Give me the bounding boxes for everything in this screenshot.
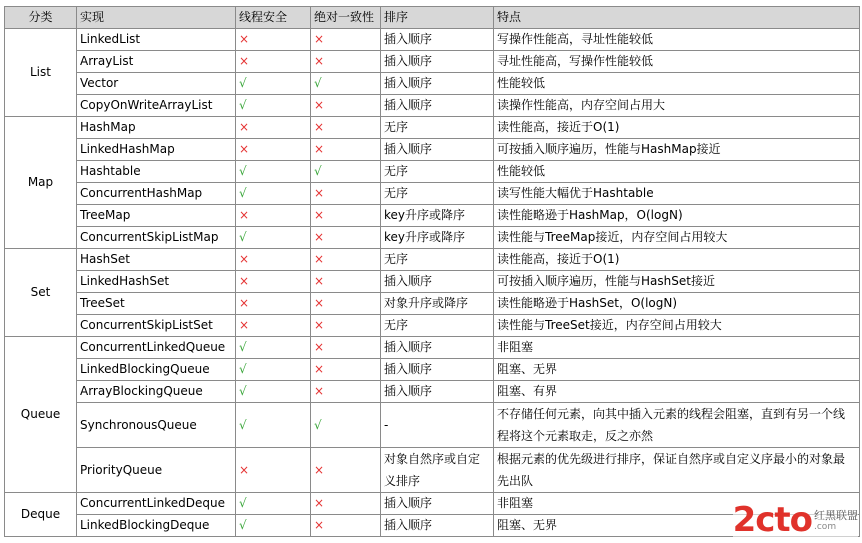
table-body: [5, 29, 860, 540]
implementation-cell: ArrayList: [77, 51, 236, 73]
implementation-cell: ArrayBlockingQueue: [77, 381, 236, 403]
thread-safe-cell: √: [236, 403, 311, 448]
thread-safe-cell: ×: [236, 448, 311, 493]
consistency-cell: ×: [311, 337, 381, 359]
ordering-cell: 插入顺序: [381, 73, 494, 95]
feature-cell: 阻塞、有界: [494, 381, 860, 403]
thread-safe-cell: √: [236, 183, 311, 205]
consistency-cell: ×: [311, 249, 381, 271]
feature-cell: 非阻塞: [494, 337, 860, 359]
ordering-cell: key升序或降序: [381, 205, 494, 227]
implementation-cell: HashSet: [77, 249, 236, 271]
table-row: [5, 139, 860, 161]
ordering-cell: 插入顺序: [381, 515, 494, 537]
implementation-cell: CopyOnWriteArrayList: [77, 95, 236, 117]
ordering-cell: 插入顺序: [381, 139, 494, 161]
table-row: [5, 249, 860, 271]
category-cell: List: [5, 29, 77, 117]
table-row: [5, 448, 860, 493]
header-features: 特点: [494, 7, 860, 29]
consistency-cell: ×: [311, 117, 381, 139]
ordering-cell: 插入顺序: [381, 337, 494, 359]
consistency-cell: ×: [311, 95, 381, 117]
ordering-cell: 插入顺序: [381, 51, 494, 73]
thread-safe-cell: √: [236, 515, 311, 537]
table-row: [5, 515, 860, 537]
implementation-cell: ConcurrentLinkedQueue: [77, 337, 236, 359]
consistency-cell: ×: [311, 359, 381, 381]
watermark-logo: [732, 500, 858, 540]
table-row: [5, 403, 860, 448]
ordering-cell: 无序: [381, 183, 494, 205]
implementation-cell: ConcurrentHashMap: [77, 183, 236, 205]
feature-cell: 读性能略逊于HashMap，O(logN): [494, 205, 860, 227]
table-row: [5, 73, 860, 95]
consistency-cell: ×: [311, 515, 381, 537]
feature-cell: 读性能高，接近于O(1): [494, 117, 860, 139]
table-row: [5, 381, 860, 403]
feature-cell: 可按插入顺序遍历，性能与HashMap接近: [494, 139, 860, 161]
table-row: [5, 337, 860, 359]
feature-cell: 不存储任何元素，向其中插入元素的线程会阻塞，直到有另一个线程将这个元素取走，反之亦然: [494, 403, 860, 448]
table-row: [5, 271, 860, 293]
thread-safe-cell: ×: [236, 139, 311, 161]
implementation-cell: Vector: [77, 73, 236, 95]
implementation-cell: SynchronousQueue: [77, 403, 236, 448]
implementation-cell: TreeMap: [77, 205, 236, 227]
feature-cell: 阻塞、无界: [494, 515, 860, 537]
thread-safe-cell: √: [236, 95, 311, 117]
implementation-cell: LinkedHashMap: [77, 139, 236, 161]
ordering-cell: 无序: [381, 161, 494, 183]
consistency-cell: ×: [311, 493, 381, 515]
consistency-cell: ×: [311, 183, 381, 205]
implementation-cell: LinkedList: [77, 29, 236, 51]
table-row: [5, 183, 860, 205]
header-implementation: 实现: [77, 7, 236, 29]
feature-cell: 读性能略逊于HashSet，O(logN): [494, 293, 860, 315]
table-row: [5, 315, 860, 337]
thread-safe-cell: ×: [236, 29, 311, 51]
implementation-cell: LinkedBlockingDeque: [77, 515, 236, 537]
table-row: [5, 29, 860, 51]
ordering-cell: 对象自然序或自定义排序: [381, 448, 494, 493]
table-row: [5, 51, 860, 73]
feature-cell: 性能较低: [494, 73, 860, 95]
feature-cell: 性能较低: [494, 161, 860, 183]
feature-cell: 读操作性能高，内存空间占用大: [494, 95, 860, 117]
header-category: 分类: [5, 7, 77, 29]
category-cell: Deque: [5, 493, 77, 537]
consistency-cell: ×: [311, 227, 381, 249]
implementation-cell: LinkedHashSet: [77, 271, 236, 293]
table-row: [5, 205, 860, 227]
watermark-side: [814, 509, 858, 533]
ordering-cell: 插入顺序: [381, 493, 494, 515]
consistency-cell: ×: [311, 271, 381, 293]
table-row: [5, 227, 860, 249]
header-consistency: 绝对一致性: [311, 7, 381, 29]
header-ordering: 排序: [381, 7, 494, 29]
header-thread-safe: 线程安全: [236, 7, 311, 29]
feature-cell: 读性能与TreeMap接近，内存空间占用较大: [494, 227, 860, 249]
ordering-cell: key升序或降序: [381, 227, 494, 249]
implementation-cell: ConcurrentSkipListSet: [77, 315, 236, 337]
consistency-cell: √: [311, 73, 381, 95]
consistency-cell: √: [311, 161, 381, 183]
ordering-cell: 无序: [381, 117, 494, 139]
consistency-cell: ×: [311, 139, 381, 161]
implementation-cell: ConcurrentLinkedDeque: [77, 493, 236, 515]
feature-cell: 寻址性能高，写操作性能较低: [494, 51, 860, 73]
ordering-cell: 插入顺序: [381, 381, 494, 403]
feature-cell: 读性能与TreeSet接近，内存空间占用较大: [494, 315, 860, 337]
consistency-cell: ×: [311, 381, 381, 403]
thread-safe-cell: √: [236, 381, 311, 403]
implementation-cell: LinkedBlockingQueue: [77, 359, 236, 381]
feature-cell: 非阻塞: [494, 493, 860, 515]
thread-safe-cell: √: [236, 73, 311, 95]
consistency-cell: ×: [311, 51, 381, 73]
consistency-cell: ×: [311, 315, 381, 337]
thread-safe-cell: √: [236, 161, 311, 183]
feature-cell: 写操作性能高，寻址性能较低: [494, 29, 860, 51]
thread-safe-cell: √: [236, 337, 311, 359]
category-cell: Map: [5, 117, 77, 249]
feature-cell: 读写性能大幅优于Hashtable: [494, 183, 860, 205]
ordering-cell: 插入顺序: [381, 271, 494, 293]
thread-safe-cell: √: [236, 227, 311, 249]
thread-safe-cell: ×: [236, 315, 311, 337]
implementation-cell: Hashtable: [77, 161, 236, 183]
watermark-en: .com: [814, 522, 837, 532]
thread-safe-cell: √: [236, 493, 311, 515]
thread-safe-cell: ×: [236, 249, 311, 271]
feature-cell: 根据元素的优先级进行排序，保证自然序或自定义序最小的对象最先出队: [494, 448, 860, 493]
watermark-cn: 红黑联盟: [814, 509, 858, 522]
consistency-cell: ×: [311, 29, 381, 51]
implementation-cell: HashMap: [77, 117, 236, 139]
table-row: [5, 161, 860, 183]
thread-safe-cell: ×: [236, 271, 311, 293]
feature-cell: 可按插入顺序遍历，性能与HashSet接近: [494, 271, 860, 293]
category-cell: Queue: [5, 337, 77, 493]
consistency-cell: √: [311, 403, 381, 448]
consistency-cell: ×: [311, 293, 381, 315]
implementation-cell: TreeSet: [77, 293, 236, 315]
table-row: [5, 117, 860, 139]
consistency-cell: ×: [311, 205, 381, 227]
ordering-cell: 插入顺序: [381, 95, 494, 117]
ordering-cell: 无序: [381, 249, 494, 271]
feature-cell: 读性能高，接近于O(1): [494, 249, 860, 271]
implementation-cell: PriorityQueue: [77, 448, 236, 493]
thread-safe-cell: ×: [236, 205, 311, 227]
table-row: [5, 293, 860, 315]
thread-safe-cell: ×: [236, 117, 311, 139]
category-cell: Set: [5, 249, 77, 337]
feature-cell: 阻塞、无界: [494, 359, 860, 381]
ordering-cell: 插入顺序: [381, 359, 494, 381]
ordering-cell: -: [381, 403, 494, 448]
header-row: [5, 7, 860, 29]
ordering-cell: 插入顺序: [381, 29, 494, 51]
thread-safe-cell: ×: [236, 51, 311, 73]
watermark-main: 2cto: [732, 500, 812, 540]
collections-table: [4, 6, 860, 540]
table-row: [5, 493, 860, 515]
thread-safe-cell: √: [236, 359, 311, 381]
table-row: [5, 359, 860, 381]
table-row: [5, 95, 860, 117]
consistency-cell: ×: [311, 448, 381, 493]
ordering-cell: 无序: [381, 315, 494, 337]
implementation-cell: ConcurrentSkipListMap: [77, 227, 236, 249]
ordering-cell: 对象升序或降序: [381, 293, 494, 315]
thread-safe-cell: ×: [236, 293, 311, 315]
